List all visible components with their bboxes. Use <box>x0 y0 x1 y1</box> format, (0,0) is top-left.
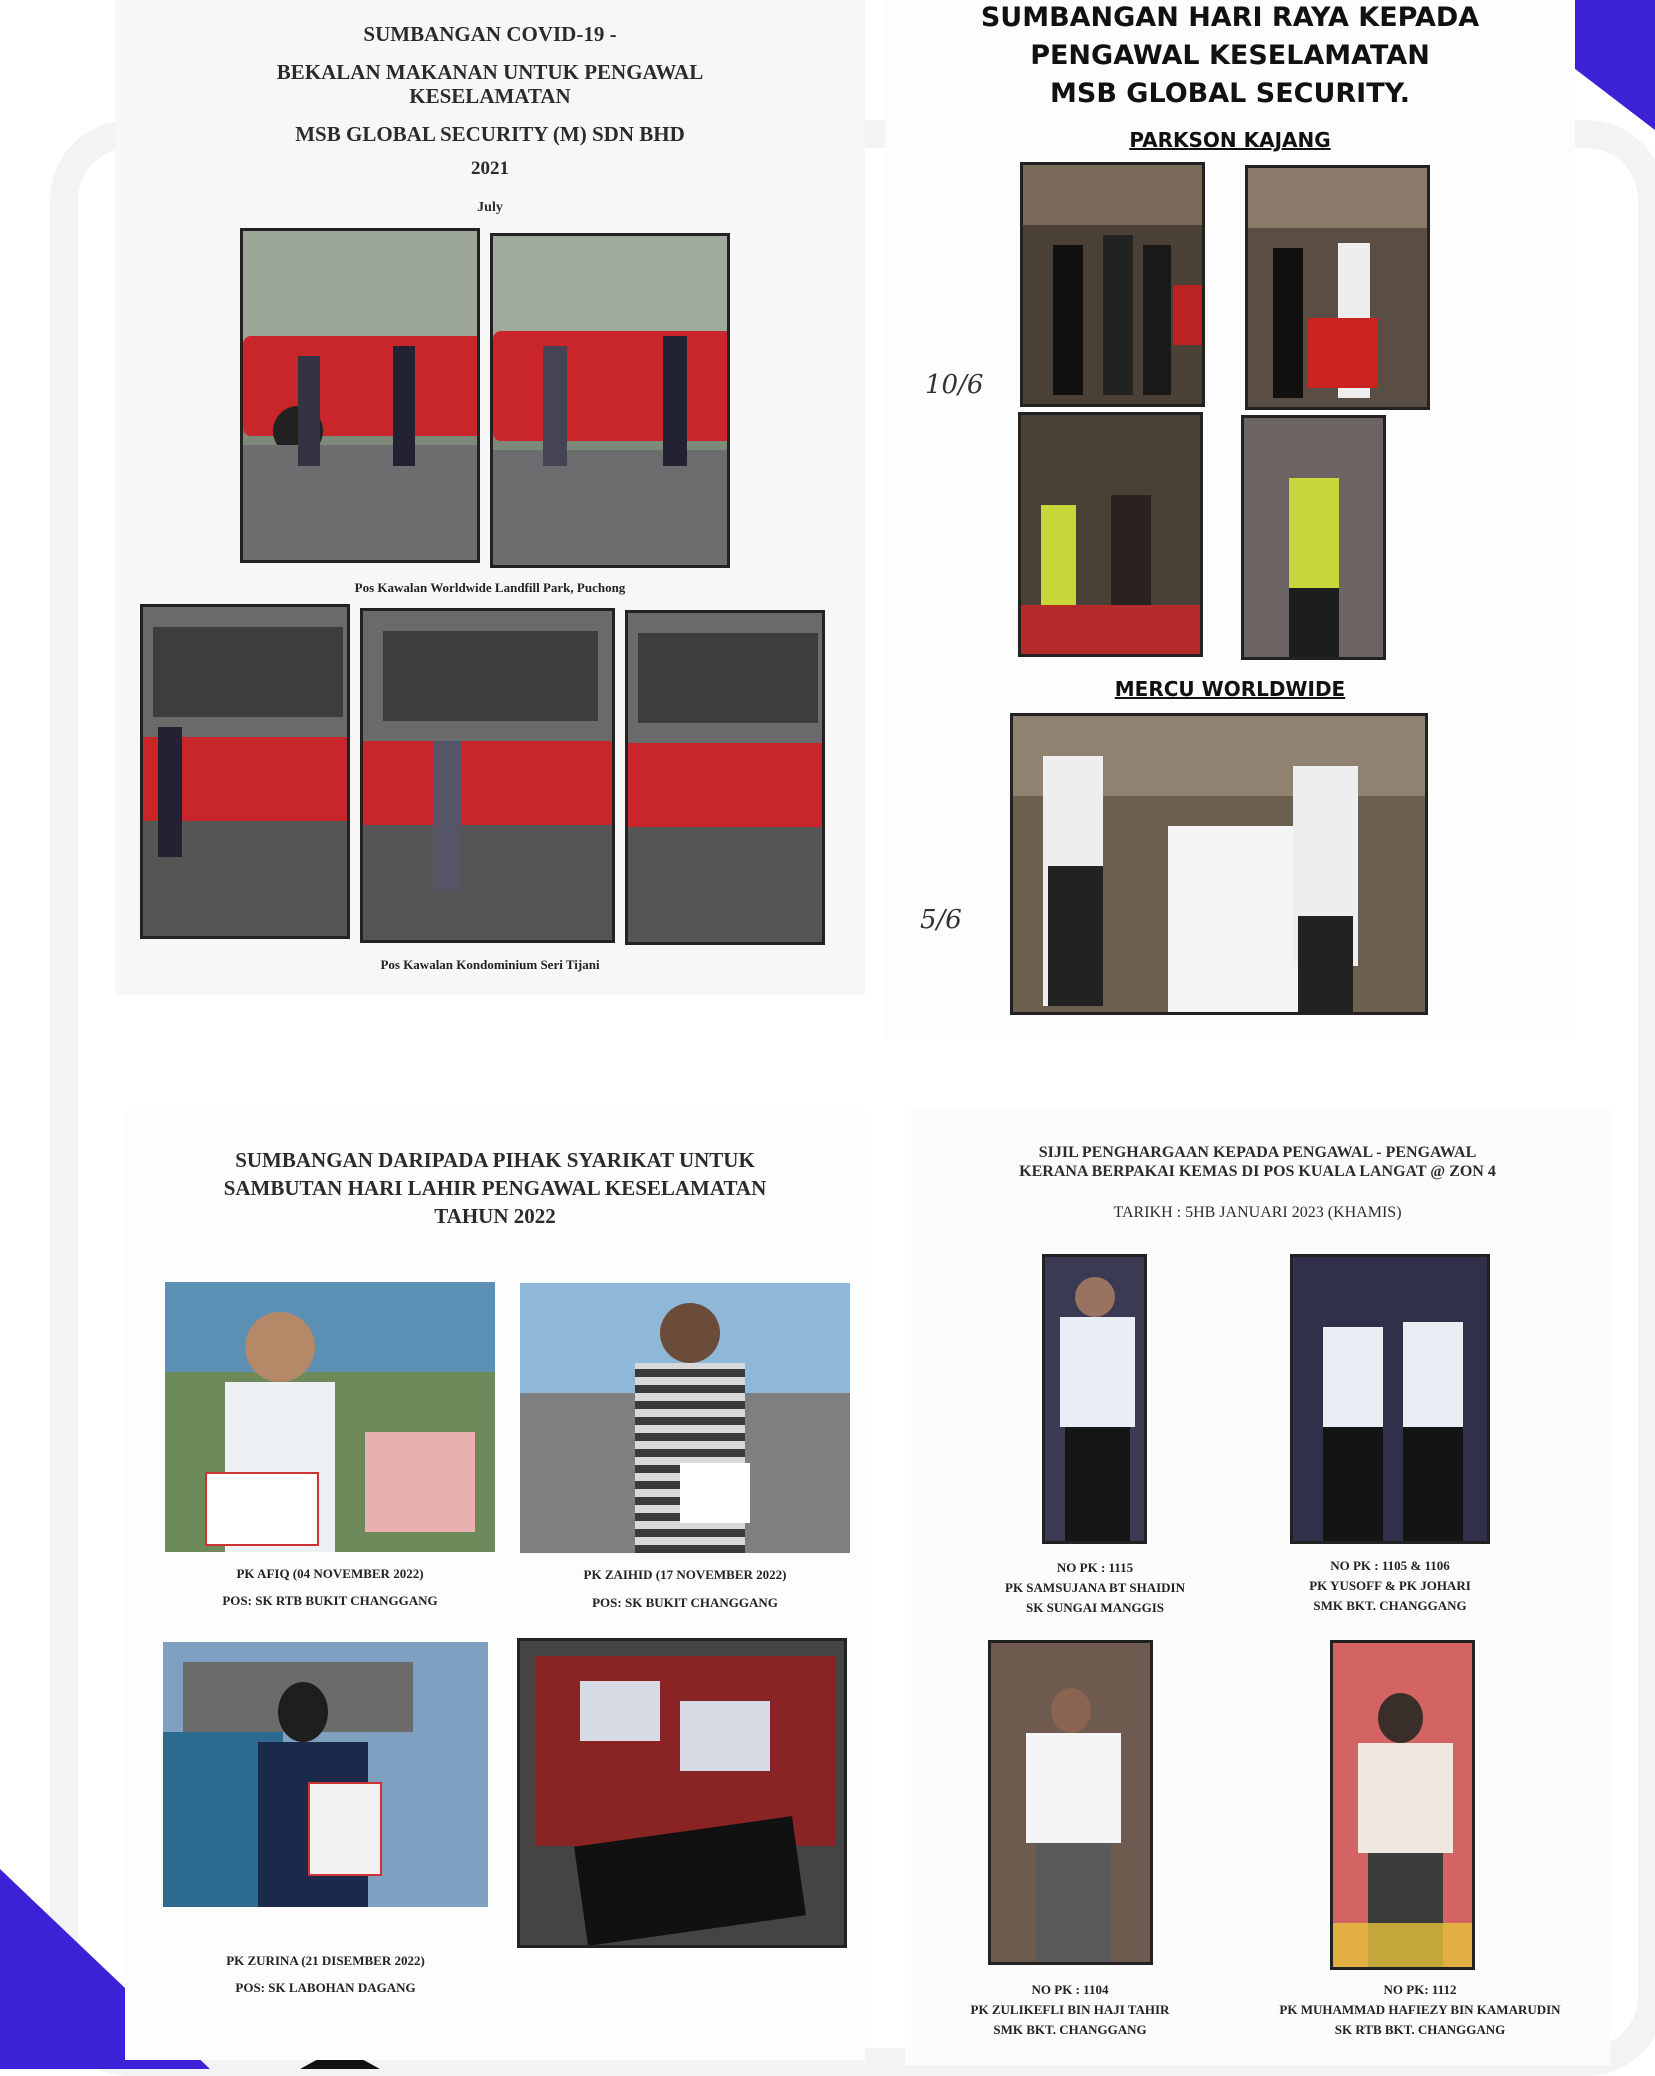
photo-kondo-3 <box>625 610 825 945</box>
caption-zulikefli-name: PK ZULIKEFLI BIN HAJI TAHIR <box>970 2002 1170 2017</box>
certificate-appreciation-page <box>905 1110 1610 2065</box>
photo-parkson-1 <box>1020 162 1205 407</box>
caption-pk-zurina-post: POS: SK LABOHAN DAGANG <box>235 1980 416 1995</box>
title-line-3: KESELAMATAN <box>409 84 571 108</box>
caption-pk-zurina-name: PK ZURINA (21 DISEMBER 2022) <box>226 1953 425 1968</box>
caption-pk-zaihid-name: PK ZAIHID (17 NOVEMBER 2022) <box>583 1567 787 1582</box>
birthday-donation-page <box>125 1110 865 2060</box>
photo-pk-samsujana <box>1042 1254 1147 1544</box>
caption-hafiezy-post: SK RTB BKT. CHANGGANG <box>1334 2022 1506 2037</box>
title-line-3: TAHUN 2022 <box>434 1204 556 1228</box>
photo-pk-zulikefli <box>988 1640 1153 1965</box>
photo-parkson-3 <box>1018 412 1203 657</box>
title-line-1: SUMBANGAN DARIPADA PIHAK SYARIKAT UNTUK <box>235 1148 755 1172</box>
photo-pk-zaihid <box>520 1283 850 1553</box>
caption-zulikefli-no: NO PK : 1104 <box>1031 1982 1109 1997</box>
photo-pk-yusoff-johari <box>1290 1254 1490 1544</box>
title-line-1: SUMBANGAN HARI RAYA KEPADA <box>980 2 1480 33</box>
caption-samsujana-no: NO PK : 1115 <box>1056 1560 1134 1575</box>
caption-samsujana-name: PK SAMSUJANA BT SHAIDIN <box>1005 1580 1185 1595</box>
title-line-5: 2021 <box>471 158 509 179</box>
photo-pk-muhammad-hafiezy <box>1330 1640 1475 1970</box>
month-label: July <box>477 200 503 215</box>
photo-mercu-worldwide <box>1010 713 1428 1015</box>
title-line-2: KERANA BERPAKAI KEMAS DI POS KUALA LANGAT @ ZON 4 <box>1019 1163 1496 1180</box>
caption-landfill: Pos Kawalan Worldwide Landfill Park, Puchong <box>354 580 626 595</box>
caption-kondo: Pos Kawalan Kondominium Seri Tijani <box>380 957 600 972</box>
title-line-2: PENGAWAL KESELAMATAN <box>1030 40 1430 71</box>
caption-hafiezy-no: NO PK: 1112 <box>1383 1982 1457 1997</box>
title-line-4: MSB GLOBAL SECURITY (M) SDN BHD <box>295 122 685 146</box>
caption-pk-afiq-post: POS: SK RTB BUKIT CHANGGANG <box>222 1593 438 1608</box>
caption-zulikefli-post: SMK BKT. CHANGGANG <box>993 2022 1147 2037</box>
section-mercu-worldwide: MERCU WORLDWIDE <box>1114 677 1346 701</box>
caption-pk-zaihid-post: POS: SK BUKIT CHANGGANG <box>592 1595 778 1610</box>
caption-yusoff-johari-name: PK YUSOFF & PK JOHARI <box>1309 1578 1471 1593</box>
caption-samsujana-post: SK SUNGAI MANGGIS <box>1026 1600 1164 1615</box>
covid-donation-page <box>115 0 865 995</box>
section-parkson-kajang: PARKSON KAJANG <box>1129 128 1331 152</box>
photo-birthday-card <box>517 1638 847 1948</box>
title-line-1: SIJIL PENGHARGAAN KEPADA PENGAWAL - PENGAWAL <box>1038 1144 1477 1161</box>
photo-pk-zurina <box>163 1642 488 1907</box>
caption-yusoff-johari-no: NO PK : 1105 & 1106 <box>1330 1558 1450 1573</box>
title-line-1: SUMBANGAN COVID-19 - <box>363 22 617 46</box>
photo-parkson-4 <box>1241 415 1386 660</box>
date-label: TARIKH : 5HB JANUARI 2023 (KHAMIS) <box>1113 1204 1402 1221</box>
handwritten-date-1: 10/6 <box>925 370 984 400</box>
photo-landfill-1 <box>240 228 480 563</box>
caption-pk-afiq-name: PK AFIQ (04 NOVEMBER 2022) <box>236 1566 424 1581</box>
caption-yusoff-johari-post: SMK BKT. CHANGGANG <box>1313 1598 1467 1613</box>
photo-pk-afiq <box>165 1282 495 1552</box>
photo-landfill-2 <box>490 233 730 568</box>
title-line-3: MSB GLOBAL SECURITY. <box>1050 78 1410 109</box>
photo-parkson-2 <box>1245 165 1430 410</box>
photo-kondo-2 <box>360 608 615 943</box>
caption-hafiezy-name: PK MUHAMMAD HAFIEZY BIN KAMARUDIN <box>1279 2002 1561 2017</box>
title-line-2: BEKALAN MAKANAN UNTUK PENGAWAL <box>276 60 704 84</box>
handwritten-date-2: 5/6 <box>920 905 962 935</box>
hari-raya-donation-page <box>885 0 1575 1040</box>
photo-kondo-1 <box>140 604 350 939</box>
title-line-2: SAMBUTAN HARI LAHIR PENGAWAL KESELAMATAN <box>223 1176 767 1200</box>
